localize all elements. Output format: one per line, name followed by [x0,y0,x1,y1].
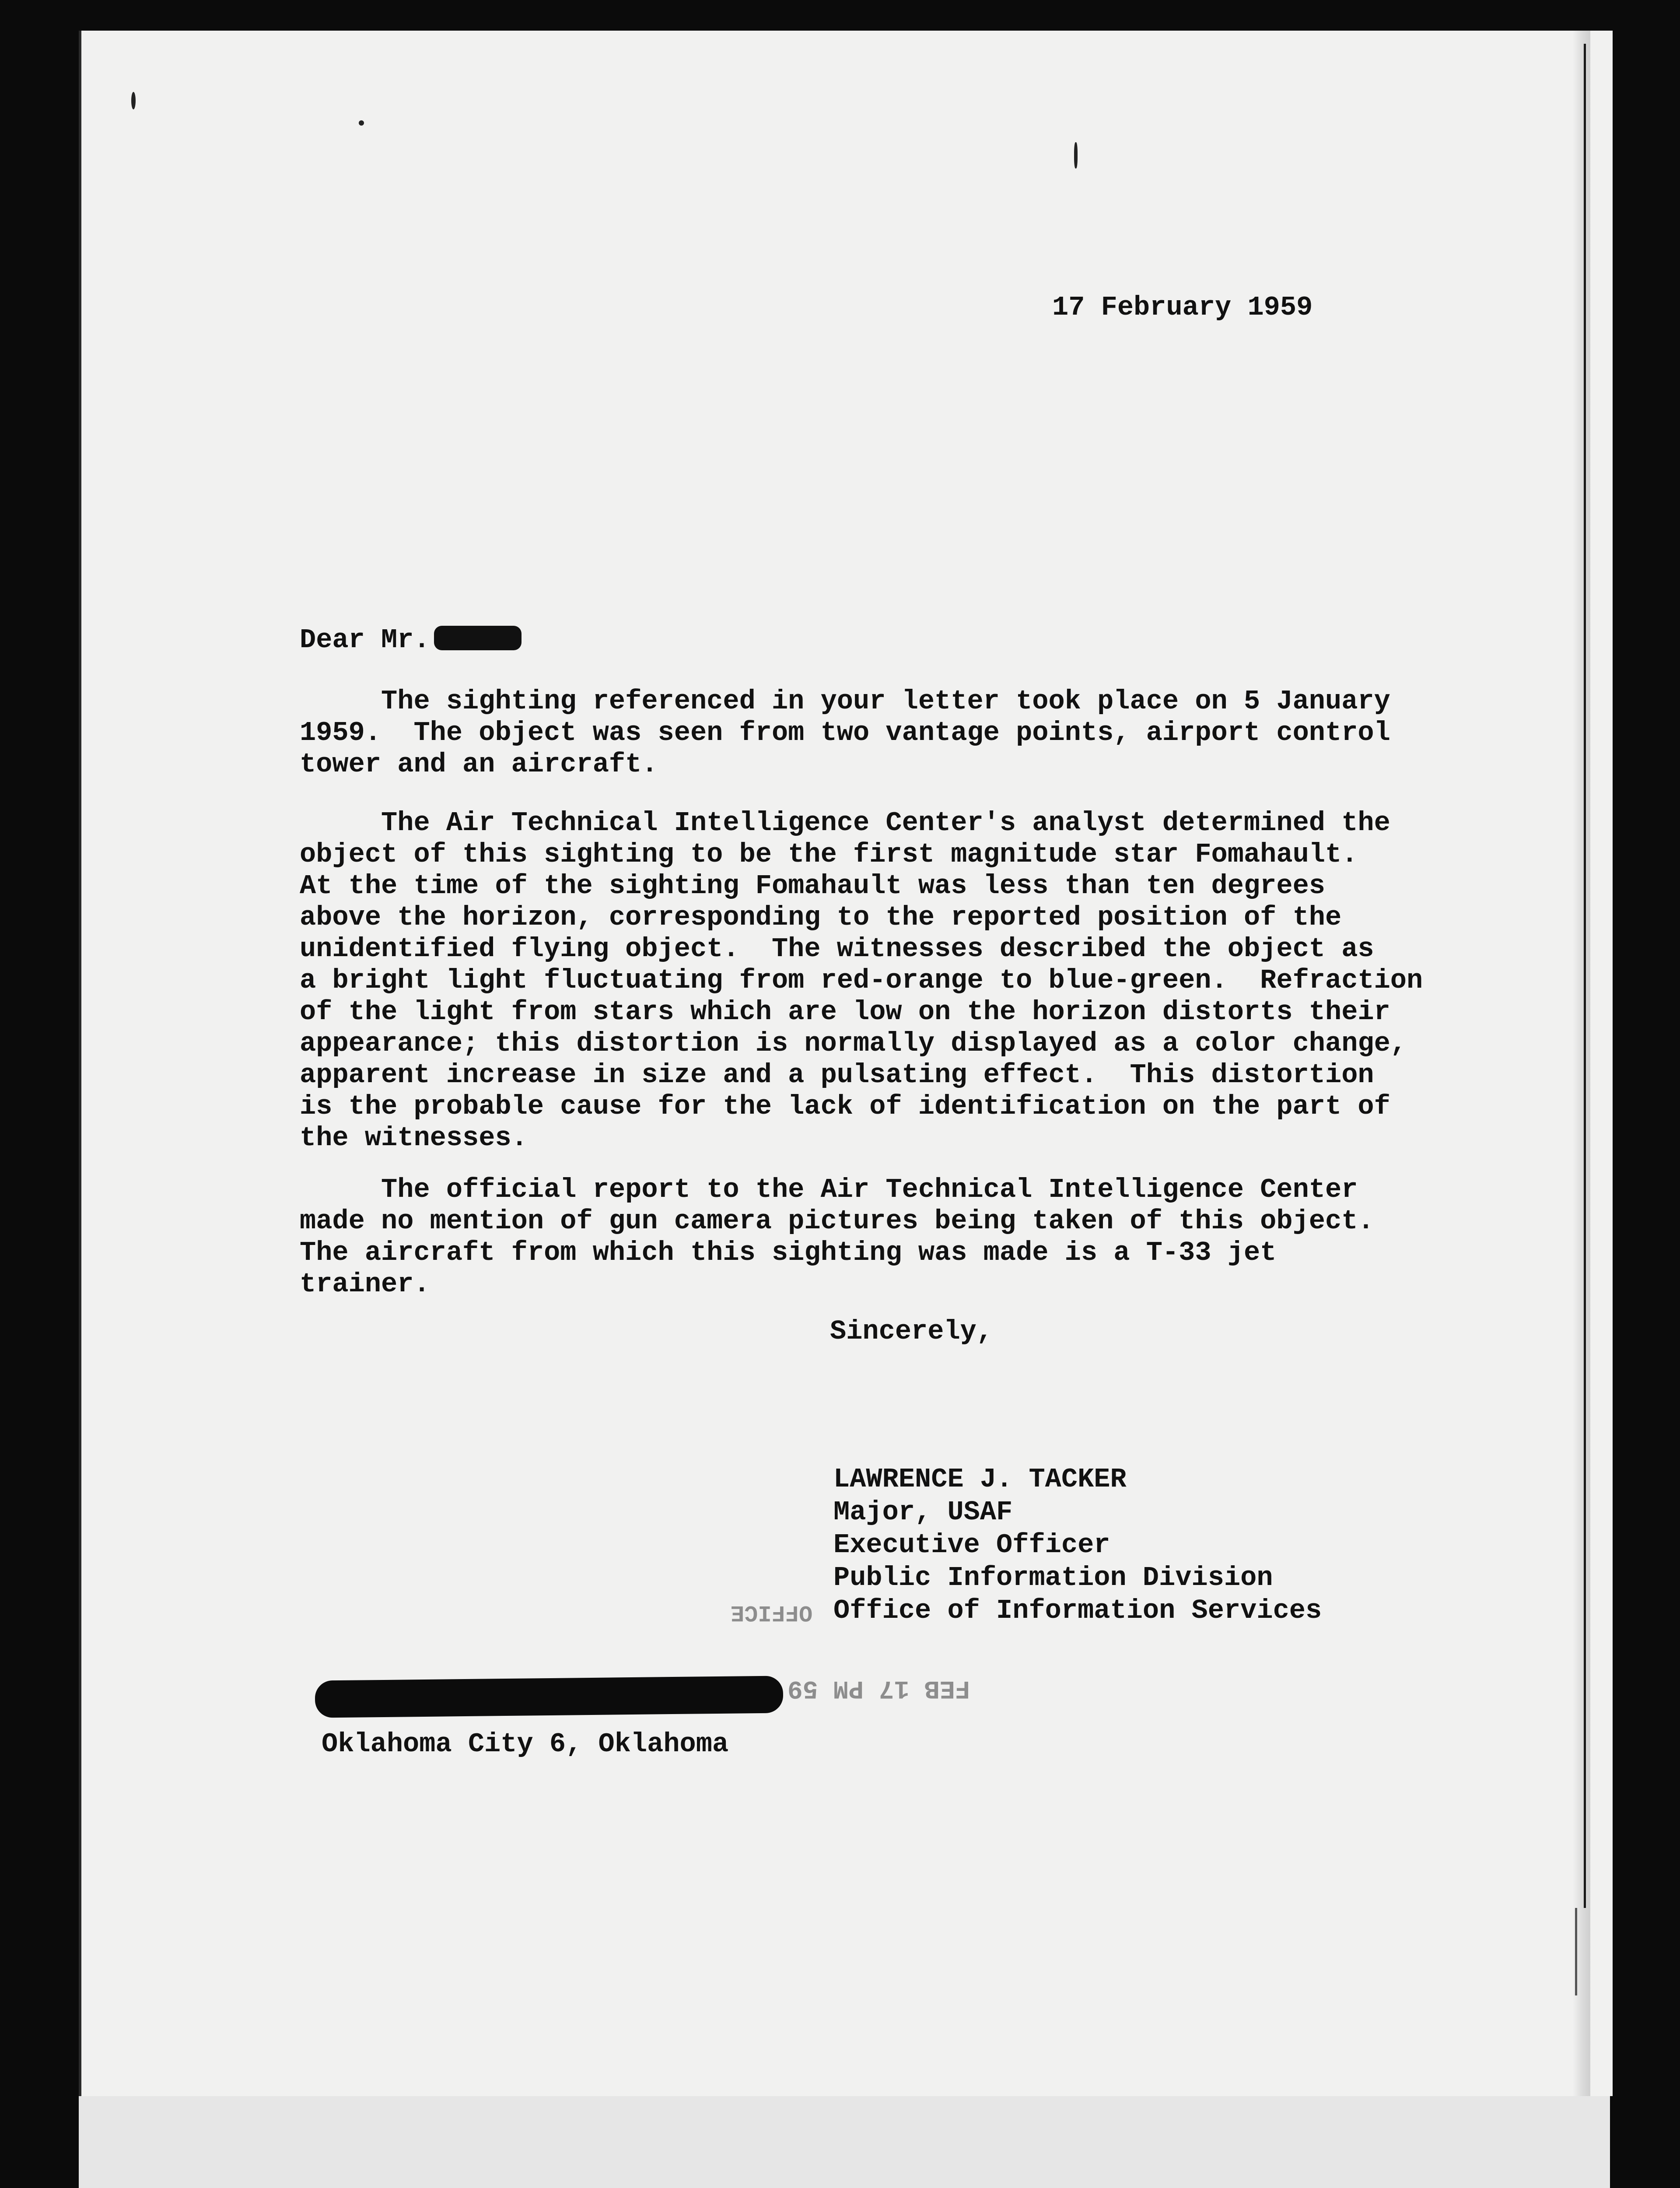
page-border-line [1584,44,1586,1908]
paragraph-3-line: made no mention of gun camera pictures being taken of this object. [300,1206,1374,1237]
closing: Sincerely, [830,1316,993,1347]
letter-date: 17 February 1959 [1052,292,1313,323]
paragraph-2-line: of the light from stars which are low on the horizon distorts their [300,996,1390,1027]
paragraph-2-line: the witnesses. [300,1122,528,1154]
paragraph-3-line: The aircraft from which this sighting was made is a T-33 jet [300,1237,1277,1268]
salutation: Dear Mr. [300,624,430,656]
paragraph-2-line: is the probable cause for the lack of identification on the part of [300,1091,1390,1122]
paragraph-2-line: appearance; this distortion is normally displayed as a color change, [300,1028,1407,1059]
film-speck [1074,142,1078,168]
page-border-line-lower [1575,1908,1577,1995]
signer-rank: Major, USAF [833,1497,1013,1528]
redaction-address [315,1676,784,1718]
paragraph-2-line: above the horizon, corresponding to the reported position of the [300,902,1342,933]
paragraph-1-line: The sighting referenced in your letter took place on 5 January [300,686,1390,717]
page-edge-shadow [1573,31,1590,2096]
signer-title: Executive Officer [833,1529,1110,1560]
signer-division: Public Information Division [833,1562,1273,1593]
paragraph-2-line: At the time of the sighting Fomahault was less than ten degrees [300,870,1325,901]
film-speck [131,92,136,109]
paragraph-3-line: trainer. [300,1269,430,1300]
paragraph-1-line: tower and an aircraft. [300,749,658,780]
paragraph-2-line: object of this sighting to be the first magnitude star Fomahault. [300,839,1358,870]
redaction-name [434,626,522,650]
paragraph-2-line: unidentified flying object. The witnesses described the object as [300,933,1374,964]
bottom-film-strip [79,2096,1610,2188]
signer-name: LAWRENCE J. TACKER [833,1464,1127,1495]
office-stamp: OFFICE [731,1599,813,1625]
paragraph-2-line: The Air Technical Intelligence Center's analyst determined the [300,807,1390,838]
paragraph-3-line: The official report to the Air Technical Intelligence Center [300,1174,1358,1205]
signer-office: Office of Information Services [833,1595,1322,1626]
received-date-stamp: FEB 17 PM 59 [788,1674,970,1702]
paragraph-2-line: a bright light fluctuating from red-orange to blue-green. Refraction [300,965,1423,996]
paragraph-2-line: apparent increase in size and a pulsating effect. This distortion [300,1059,1374,1090]
address-city: Oklahoma City 6, Oklahoma [322,1729,729,1760]
paragraph-1-line: 1959. The object was seen from two vantage points, airport control [300,717,1390,748]
film-speck [359,120,364,126]
